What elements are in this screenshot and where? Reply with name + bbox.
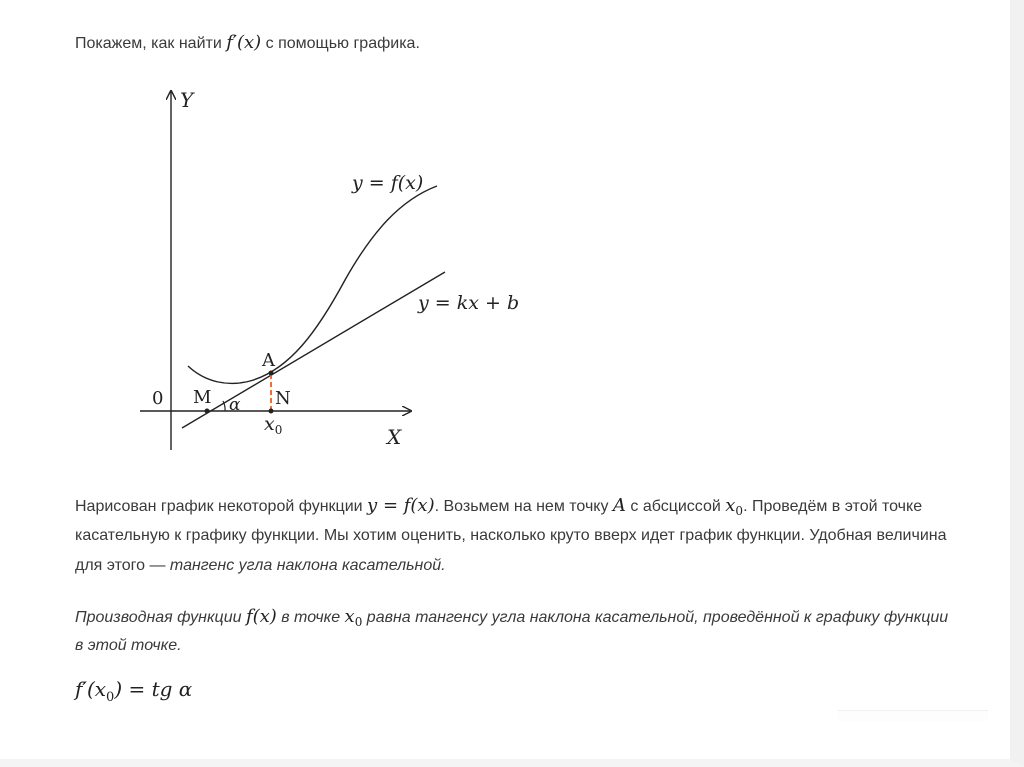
p2-math-x0: x bbox=[344, 606, 355, 627]
tangent-line bbox=[182, 272, 445, 428]
paragraph2-line1 bbox=[75, 607, 948, 632]
origin-label: 0 bbox=[152, 388, 164, 409]
intro-math: f′(x) bbox=[226, 32, 262, 53]
derivative-formula bbox=[75, 677, 192, 705]
p2-text-c: равна тангенсу угла наклона касательной, проведённой к графику функции bbox=[362, 609, 949, 626]
p1-text-d: . Проведём в этой точке bbox=[743, 498, 923, 515]
intro-after: с помощью графика. bbox=[261, 35, 420, 52]
p2-math-f: f(x) bbox=[245, 606, 277, 627]
x-axis-label: X bbox=[387, 425, 402, 449]
formula-lhs: f′(x bbox=[75, 677, 107, 701]
formula-lhs-sub: 0 bbox=[106, 690, 115, 705]
point-m-dot bbox=[205, 409, 210, 414]
paragraph2-line2: в этой точке. bbox=[75, 637, 182, 654]
p1-math-x0: x bbox=[725, 495, 736, 516]
point-n-label: N bbox=[275, 388, 291, 409]
formula-rhs: ) = tg α bbox=[114, 677, 193, 701]
p1-math-a: A bbox=[612, 495, 626, 516]
y-axis-label: Y bbox=[180, 88, 194, 112]
point-m-label: M bbox=[193, 387, 212, 408]
angle-label: α bbox=[229, 395, 241, 415]
curve-label: y = f(x) bbox=[352, 172, 424, 194]
p2-text-a: Производная функции bbox=[75, 609, 246, 626]
bottom-decor bbox=[838, 710, 988, 721]
p1-text-b: . Возьмем на нем точку bbox=[434, 498, 613, 515]
intro-before: Покажем, как найти bbox=[75, 35, 227, 52]
point-a-label: A bbox=[262, 350, 275, 371]
point-a-dot bbox=[269, 371, 274, 376]
paragraph1-line2: касательную к графику функции. Мы хотим оценить, насколько круто вверх идет график функции. Удобная величина bbox=[75, 527, 947, 544]
p1-text-a: Нарисован график некоторой функции bbox=[75, 498, 368, 515]
p2-text-b: в точке bbox=[276, 609, 345, 626]
p1-math-x0-sub: 0 bbox=[735, 504, 744, 519]
paragraph1-line1 bbox=[75, 496, 922, 521]
x0-label: $x_0$ bbox=[264, 413, 283, 437]
paragraph1-line3 bbox=[75, 556, 446, 576]
p1-line3-a: для этого — bbox=[75, 557, 170, 574]
p1-math-y: y = f(x) bbox=[367, 495, 435, 516]
p2-math-x0-sub: 0 bbox=[354, 615, 363, 630]
p1-text-c: с абсциссой bbox=[625, 498, 726, 515]
function-curve bbox=[188, 186, 437, 383]
tangent-label: y = kx + b bbox=[418, 292, 520, 314]
p1-line3-italic: тангенс угла наклона касательной. bbox=[169, 557, 446, 574]
